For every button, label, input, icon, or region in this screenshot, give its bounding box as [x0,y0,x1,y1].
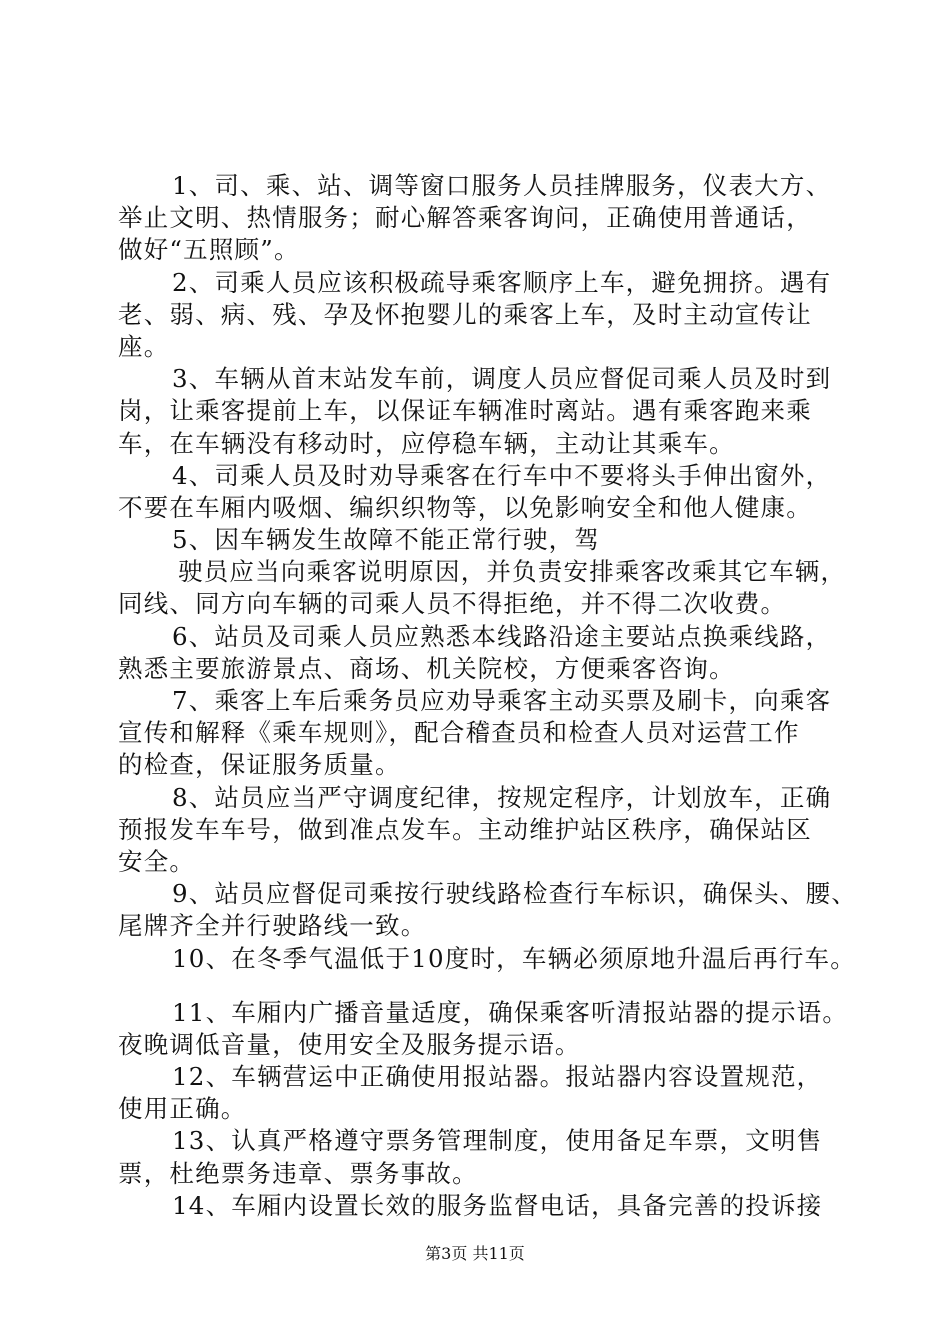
text-line: 尾牌齐全并行驶路线一致。 [118,911,427,941]
text-line: 7、乘客上车后乘务员应劝导乘客主动买票及刷卡，向乘客 [172,686,832,715]
text-line: 做好“五照顾”。 [118,235,300,265]
text-line: 1、司、乘、站、调等窗口服务人员挂牌服务，仪表大方、 [172,171,832,200]
text-line: 11、车厢内广播音量适度，确保乘客听清报站器的提示语。 [172,997,849,1027]
text-line: 驶员应当向乘客说明原因，并负责安排乘客改乘其它车辆， [178,557,847,587]
text-line: 预报发车车号，做到准点发车。主动维护站区秩序，确保站区 [118,814,812,844]
text-line: 3、车辆从首末站发车前，调度人员应督促司乘人员及时到 [172,364,832,394]
text-line: 不要在车厢内吸烟、编织织物等，以免影响安全和他人健康。 [118,492,812,522]
text-line: 岗，让乘客提前上车，以保证车辆准时离站。遇有乘客跑来乘 [118,396,812,426]
text-line: 6、站员及司乘人员应熟悉本线路沿途主要站点换乘线路， [172,621,832,651]
text-line: 举止文明、热情服务；耐心解答乘客询问，正确使用普通话， [118,203,812,233]
text-line: 9、站员应督促司乘按行驶线路检查行车标识，确保头、腰、 [172,879,857,909]
text-line: 使用正确。 [118,1094,247,1124]
text-line: 5、因车辆发生故障不能正常行驶，驾 [172,525,600,555]
text-line: 车，在车辆没有移动时，应停稳车辆，主动让其乘车。 [118,428,735,458]
text-line: 安全。 [118,846,196,876]
text-line: 夜晚调低音量，使用安全及服务提示语。 [118,1029,581,1059]
text-line: 8、站员应当严守调度纪律，按规定程序，计划放车，正确 [172,782,832,812]
text-line: 宣传和解释《乘车规则》，配合稽查员和检查人员对运营工作 [118,718,800,748]
text-line: 熟悉主要旅游景点、商场、机关院校，方便乘客咨询。 [118,653,735,683]
text-line: 13、认真严格遵守票务管理制度，使用备足车票，文明售 [172,1126,823,1156]
text-line: 10、在冬季气温低于10度时，车辆必须原地升温后再行车。 [172,943,856,973]
text-line: 14、车厢内设置长效的服务监督电话，具备完善的投诉接 [172,1190,823,1220]
text-line: 票，杜绝票务违章、票务事故。 [118,1158,478,1188]
page-number-footer: 第3页 共11页 [425,1244,525,1263]
text-line: 老、弱、病、残、孕及怀抱婴儿的乘客上车，及时主动宣传让 [118,299,812,329]
text-line: 座。 [118,331,170,361]
text-line: 2、司乘人员应该积极疏导乘客顺序上车，避免拥挤。遇有 [172,267,832,297]
document-body [118,170,857,1222]
text-line: 12、车辆营运中正确使用报站器。报站器内容设置规范， [172,1062,823,1092]
text-line: 的检查，保证服务质量。 [118,750,401,780]
text-line: 4、司乘人员及时劝导乘客在行车中不要将头手伸出窗外， [172,460,832,490]
text-line: 同线、同方向车辆的司乘人员不得拒绝，并不得二次收费。 [118,589,787,619]
